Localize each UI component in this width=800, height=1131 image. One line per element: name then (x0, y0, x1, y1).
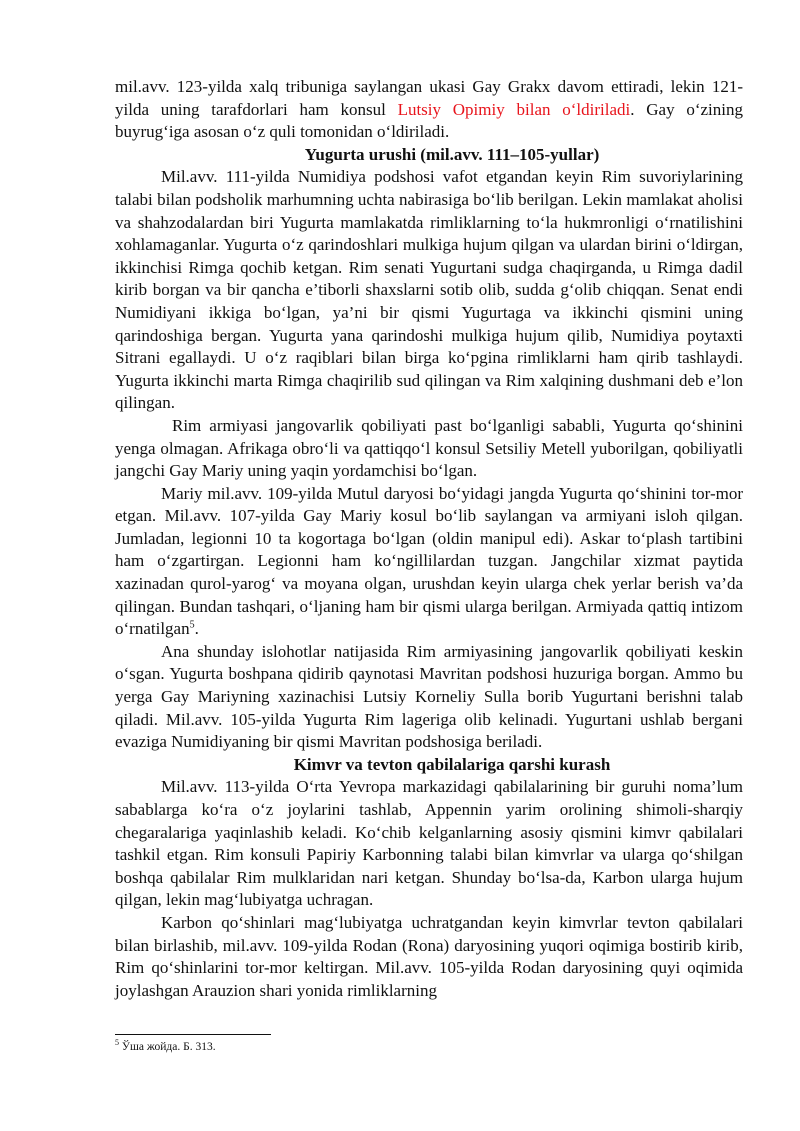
paragraph: Ana shunday islohotlar natijasida Rim armiyasining jangovarlik qobiliyati keskin o‘sgan. Yugurta boshpana qidirib qaynotasi Mavritan podshosi huzuriga borgan. Ammo bu yerga Gay Mariyning xazinachisi Lutsiy Korneliy Sulla borib Yugurtani berishni talab qiladi. Mil.avv. 105-yilda Yugurta Rim lageriga olib kelinadi. Yugurtani ushlab bergani evaziga Numidiyaning bir qismi Mavritan podshosiga beriladi. (115, 641, 743, 752)
paragraph: Karbon qo‘shinlari mag‘lubiyatga uchratgandan keyin kimvrlar tevton qabilalari bilan birlashib, mil.avv. 109-yilda Rodan (Rona) daryosining yuqori oqimiga bostirib kirib, Rim qo‘shinlarini tor-mor keltirgan. Mil.avv. 105-yilda Rodan daryosining quyi oqimida joylashgan Arauzion shari yonida rimliklarning (115, 912, 743, 1000)
paragraph: Rim armiyasi jangovarlik qobiliyati past bo‘lganligi sababli, Yugurta qo‘shinini yenga olmagan. Afrikaga obro‘li va qattiqqo‘l konsul Setsiliy Metell yuborilgan, qobiliyatli jangchi Gay Mariy uning yaqin yordamchisi bo‘lgan. (115, 415, 743, 481)
paragraph: Mil.avv. 113-yilda O‘rta Yevropa markazidagi qabilalarining bir guruhi noma’lum sabablarga ko‘ra o‘z joylarini tashlab, Appennin yarim orolining shimoli-sharqiy chegaralariga yaqinlashib keladi. Ko‘chib kelganlarning asosiy qismini kimvr qabilalari tashkil etgan. Rim konsuli Papiriy Karbonning talabi bilan kimvrlar va ularga qo‘shilgan boshqa qabilalar Rim mulklaridan nari ketgan. Shunday bo‘lsa-da, Karbon ularga hujum qilgan, lekin mag‘lubiyatga uchragan. (115, 777, 743, 910)
footnote-number: 5 (115, 1038, 119, 1048)
footnote-reference[interactable]: 5 (189, 619, 195, 631)
footnote (115, 1040, 515, 1054)
paragraph: Mil.avv. 111-yilda Numidiya podshosi vafot etgandan keyin Rim suvoriylarining talabi bilan podsholik marhumning uchta nabirasiga bo‘lib berilgan. Lekin mamlakat aholisi va shahzodalardan biri Yugurta mamlakatda rimliklarning to‘la hukmronligi o‘rnatilishini xohlamaganlar. Yugurta o‘z qarindoshlari mulkiga hujum qilgan va ulardan birini o‘ldirgan, ikkinchisi Rimga qochib ketgan. Rim senati Yugurtani sudga chaqirganda, u Rimga dadil kirib borgan va bir qancha e’tiborli shaxslarni sotib olib, sudda g‘olib chiqqan. Senat endi Numidiyani ikkiga bo‘lgan, ya’ni bir qismi Yugurtaga va ikkinchi qismini uning qarindoshiga bergan. Yugurta yana qarindoshi mulkiga hujum qilib, Numidiya poytaxti Sitrani egallaydi. U o‘z raqiblari bilan birga ko‘pgina rimliklarni ham qirib tashlaydi. Yugurta ikkinchi marta Rimga chaqirilib sud qilingan va Rim xalqining dushmani deb e’lon qilingan. (115, 167, 743, 413)
paragraph-text: . Gay o‘zining buyrug‘iga asosan o‘z quli tomonidan o‘ldiriladi. (115, 99, 743, 142)
paragraph-text: . (194, 619, 199, 639)
paragraph-text: mil.avv. 123-yilda xalq tribuniga saylangan ukasi Gay Grakx davom ettiradi, lekin 121-yilda uning tarafdorlari ham konsul (115, 77, 743, 119)
paragraph-continued (115, 76, 743, 144)
page-body (115, 76, 743, 1002)
highlighted-text: Lutsiy Opimiy bilan o‘ldiriladi (397, 99, 631, 119)
paragraph (115, 483, 743, 641)
footnote-divider (115, 1034, 271, 1035)
section-heading-kimvr: Kimvr va tevton qabilalariga qarshi kurash (293, 754, 611, 774)
footnote-text: Ўша жойда. Б. 313. (119, 1041, 216, 1053)
paragraph-text: Mariy mil.avv. 109-yilda Mutul daryosi bo‘yidagi jangda Yugurta qo‘shinini tor-mor etgan. Mil.avv. 107-yilda Gay Mariy kosul bo‘lib saylangan va armiyani isloh qilgan. Jumladan, legionni 10 ta kogortaga bo‘lgan (oldin manipul edi). Askar to‘plash tartibini ham o‘zgartirgan. Legionni ham ko‘ngillilardan tuzgan. Jangchilar xizmat paytida xazinadan qurol-yarog‘ va moyana olgan, urushdan keyin ularga chek yerlar berish va’da qilingan. Bundan tashqari, o‘ljaning ham bir qismi ularga berilgan. Armiyada qattiq intizom o‘rnatilgan (115, 483, 743, 639)
section-heading-yugurta: Yugurta urushi (mil.avv. 111–105-yullar) (304, 144, 600, 164)
